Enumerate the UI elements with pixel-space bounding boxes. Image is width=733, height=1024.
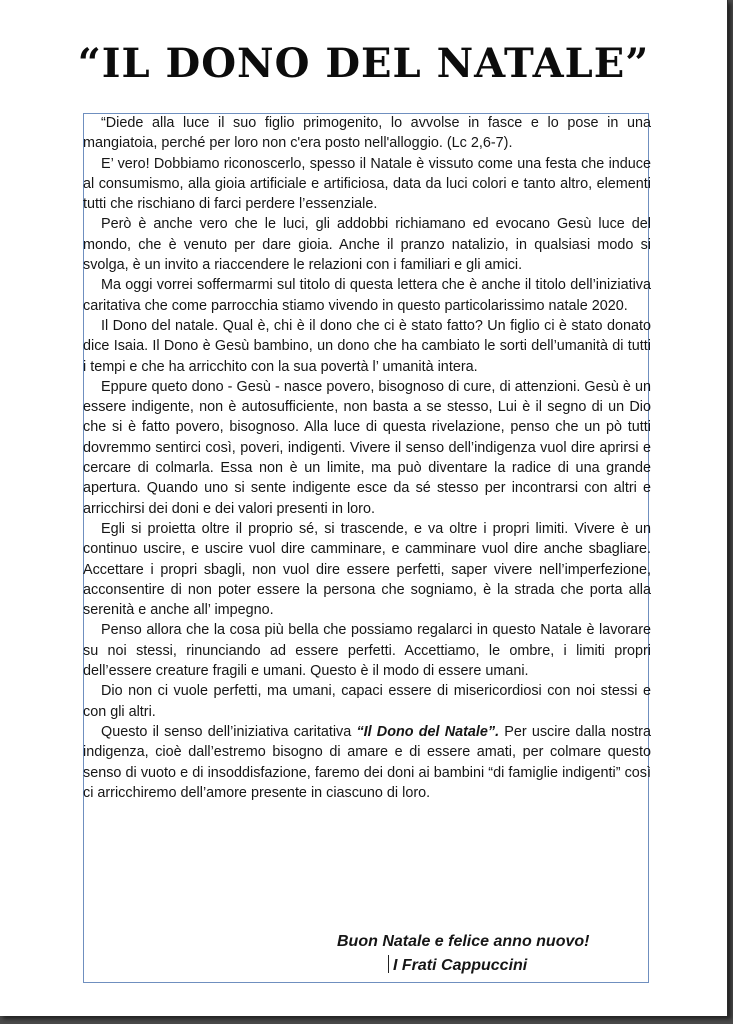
initiative-name: “Il Dono del Natale”. [356, 723, 500, 740]
paragraph: Ma oggi vorrei soffermarmi sul titolo di questa lettera che è anche il titolo dell’iniziativa caritativa che come parrocchia stiamo vivendo in questo particolarissimo natale 2020. [83, 277, 651, 314]
paragraph-text: Per uscire dalla nostra indigenza, cioè dall’estremo bisogno di amare e di essere amati, per colmare questo senso di vuoto e di insoddisfazione, faremo dei doni ai bambini “di famiglie indigenti” così ci arricchiremo dell’amore presente in ciascuno di loro. [83, 723, 651, 801]
document-title: “IL DONO DEL NATALE” [77, 40, 650, 87]
paragraph: Penso allora che la cosa più bella che possiamo regalarci in questo Natale è lavorare su noi stessi, rinunciando ad essere perfetti. Accettiamo, le ombre, i limiti propri dell’essere creature fragili e umani. Questo è il modo di essere umani. [83, 622, 651, 680]
paragraph-last [83, 722, 651, 803]
paragraph: Dio non ci vuole perfetti, ma umani, capaci essere di misericordiosi con noi stessi e con gli altri. [83, 683, 651, 720]
signature-line [300, 954, 640, 978]
letter-body [83, 113, 651, 803]
paragraph: Eppure queto dono - Gesù - nasce povero, bisognoso di cure, di attenzioni. Gesù è un essere indigente, non è autosufficiente, non basta a se stesso, Lui è il segno di un Dio che si è fatto povero, bisognoso. Alla luce di questa rivelazione, penso che un pò tutti dovremmo sentirci così, poveri, indigenti. Vivere il senso dell’indigenza vuol dire aprirsi e cercare di colmarla. Essa non è un limite, ma può diventare la radice di una grande apertura. Quando uno si sente indigente esce da sé stesso per incontrarsi con altri e arricchirsi dei doni e dei valori presenti in loro. [83, 378, 651, 517]
paragraph: Il Dono del natale. Qual è, chi è il dono che ci è stato fatto? Un figlio ci è stato donato dice Isaia. Il Dono è Gesù bambino, un dono che ha cambiato le sorti dell’umanità di tutti i tempi e che ha arricchito con la sua povertà l’ umanità intera. [83, 317, 651, 375]
paragraph: Però è anche vero che le luci, gli addobbi richiamano ed evocano Gesù luce del mondo, che è venuto per dare gioia. Anche il pranzo natalizio, in qualsiasi modo si svolga, è un invito a riaccendere le relazioni con i familiari e gli amici. [83, 216, 651, 274]
greeting: Buon Natale e felice anno nuovo! [337, 933, 590, 950]
signature: I Frati Cappuccini [393, 957, 528, 974]
paragraph: Egli si proietta oltre il proprio sé, si trascende, e va oltre i propri limiti. Vivere è un continuo uscire, e uscire vuol dire camminare, e camminare vuol dire anche sbagliare. Accettare i propri sbagli, non vuol dire essere perfetti, saper vivere nell’imperfezione, acconsentire di non poter essere la persona che sogniamo, è la strada che porta alla serenità e anche all’ impegno. [83, 520, 651, 619]
signoff [300, 930, 640, 978]
paragraph: “Diede alla luce il suo figlio primogenito, lo avvolse in fasce e lo pose in una mangiatoia, perché per loro non c'era posto nell'alloggio. (Lc 2,6-7). [83, 115, 651, 152]
paragraph: E’ vero! Dobbiamo riconoscerlo, spesso il Natale è vissuto come una festa che induce al consumismo, alla gioia artificiale e artificiosa, data da luci colori e tanto altro, elementi tutti che rischiano di farci perdere l’essenziale. [83, 155, 651, 213]
paragraph-text: Questo il senso dell’iniziativa caritativa [101, 723, 357, 740]
text-cursor [388, 955, 389, 973]
